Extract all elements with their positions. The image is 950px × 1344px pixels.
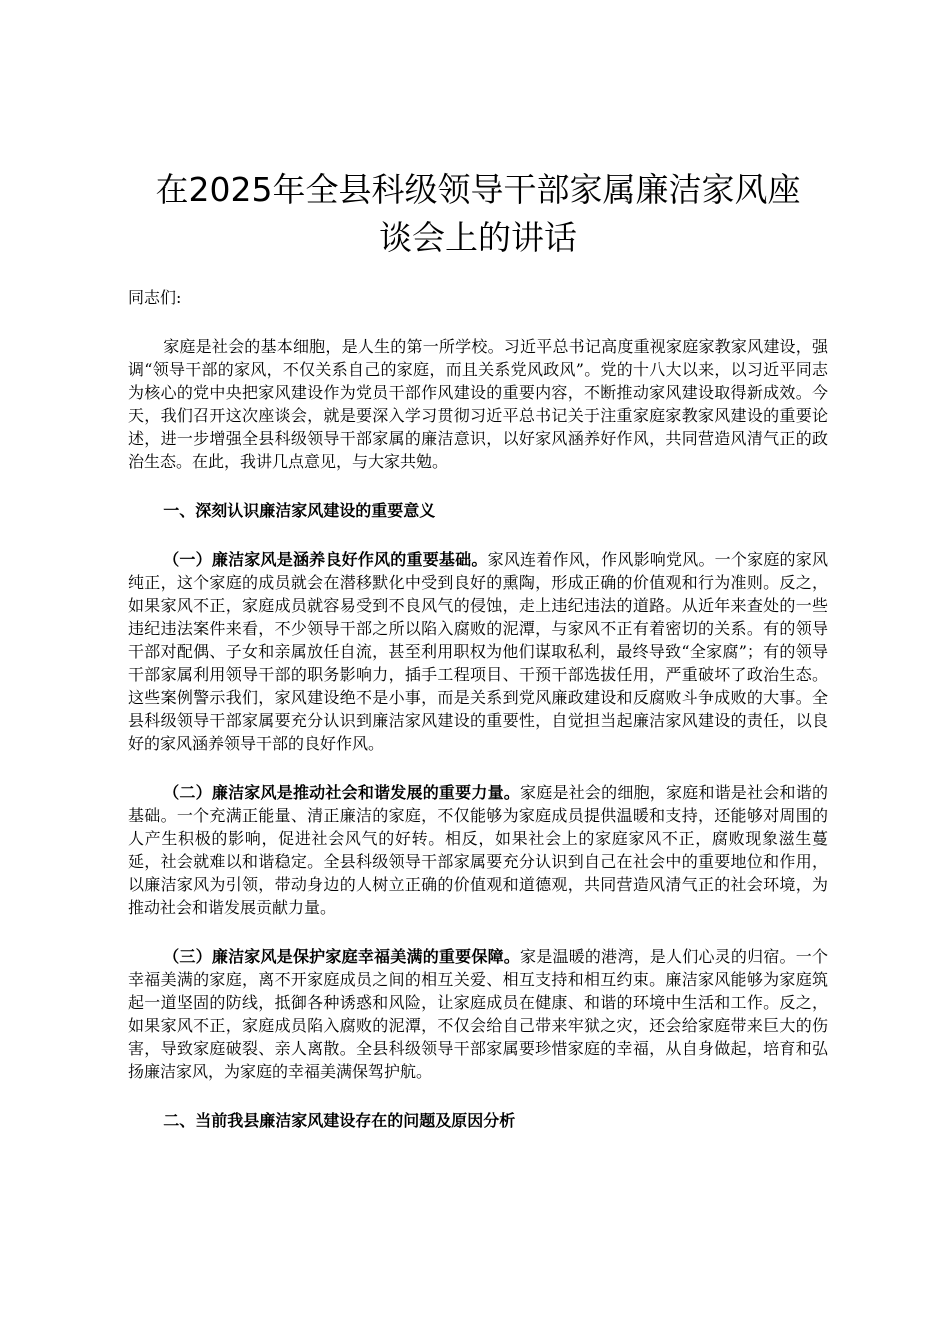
section-1-item-3 [128,945,828,1083]
title-line-2: 谈会上的讲话 [379,218,577,257]
title-line-1: 在2025年全县科级领导干部家属廉洁家风座 [155,170,801,209]
salutation: 同志们: [128,288,182,307]
document-page [128,0,828,1132]
item-lead: （三）廉洁家风是保护家庭幸福美满的重要保障。 [163,947,521,966]
section-1-heading: 一、深刻认识廉洁家风建设的重要意义 [163,501,436,520]
item-text: 家庭是社会的细胞，家庭和谐是社会和谐的基础。一个充满正能量、清正廉洁的家庭，不仅能够为家庭成员提供温暖和支持，还能够对周围的人产生积极的影响，促进社会风气的好转。相反，如果社会上的家庭家风不正，腐败现象滋生蔓延，社会就难以和谐稳定。全县科级领导干部家属要充分认识到自己在社会中的重要地位和作用，以廉洁家风为引领，带动身边的人树立正确的价值观和道德观，共同营造风清气正的社会环境，为推动社会和谐发展贡献力量。 [128,783,828,917]
section-1-item-2 [128,781,828,919]
item-text: 家是温暖的港湾，是人们心灵的归宿。一个幸福美满的家庭，离不开家庭成员之间的相互关爱、相互支持和相互约束。廉洁家风能够为家庭筑起一道坚固的防线，抵御各种诱惑和风险，让家庭成员在健康、和谐的环境中生活和工作。反之，如果家风不正，家庭成员陷入腐败的泥潭，不仅会给自己带来牢狱之灾，还会给家庭带来巨大的伤害，导致家庭破裂、亲人离散。全县科级领导干部家属要珍惜家庭的幸福，从自身做起，培育和弘扬廉洁家风，为家庭的幸福美满保驾护航。 [128,947,828,1081]
document-title [128,0,828,262]
item-lead: （二）廉洁家风是推动社会和谐发展的重要力量。 [163,783,521,802]
section-1-item-1 [128,548,828,755]
item-lead: （一）廉洁家风是涵养良好作风的重要基础。 [163,550,488,569]
section-2-heading: 二、当前我县廉洁家风建设存在的问题及原因分析 [163,1111,516,1130]
intro-paragraph: 家庭是社会的基本细胞，是人生的第一所学校。习近平总书记高度重视家庭家教家风建设，强调“领导干部的家风，不仅关系自己的家庭，而且关系党风政风”。党的十八大以来，以习近平同志为核心的党中央把家风建设作为党员干部作风建设的重要内容，不断推动家风建设取得新成效。今天，我们召开这次座谈会，就是要深入学习贯彻习近平总书记关于注重家庭家教家风建设的重要论述，进一步增强全县科级领导干部家属的廉洁意识，以好家风涵养好作风，共同营造风清气正的政治生态。在此，我讲几点意见，与大家共勉。 [128,337,828,471]
item-text: 家风连着作风，作风影响党风。一个家庭的家风纯正，这个家庭的成员就会在潜移默化中受到良好的熏陶，形成正确的价值观和行为准则。反之，如果家风不正，家庭成员就容易受到不良风气的侵蚀，走上违纪违法的道路。从近年来查处的一些违纪违法案件来看，不少领导干部之所以陷入腐败的泥潭，与家风不正有着密切的关系。有的领导干部对配偶、子女和亲属放任自流，甚至利用职权为他们谋取私利，最终导致“全家腐”；有的领导干部家属利用领导干部的职务影响力，插手工程项目、干预干部选拔任用，严重破坏了政治生态。这些案例警示我们，家风建设绝不是小事，而是关系到党风廉政建设和反腐败斗争成败的大事。全县科级领导干部家属要充分认识到廉洁家风建设的重要性，自觉担当起廉洁家风建设的责任，以良好的家风涵养领导干部的良好作风。 [128,550,828,753]
